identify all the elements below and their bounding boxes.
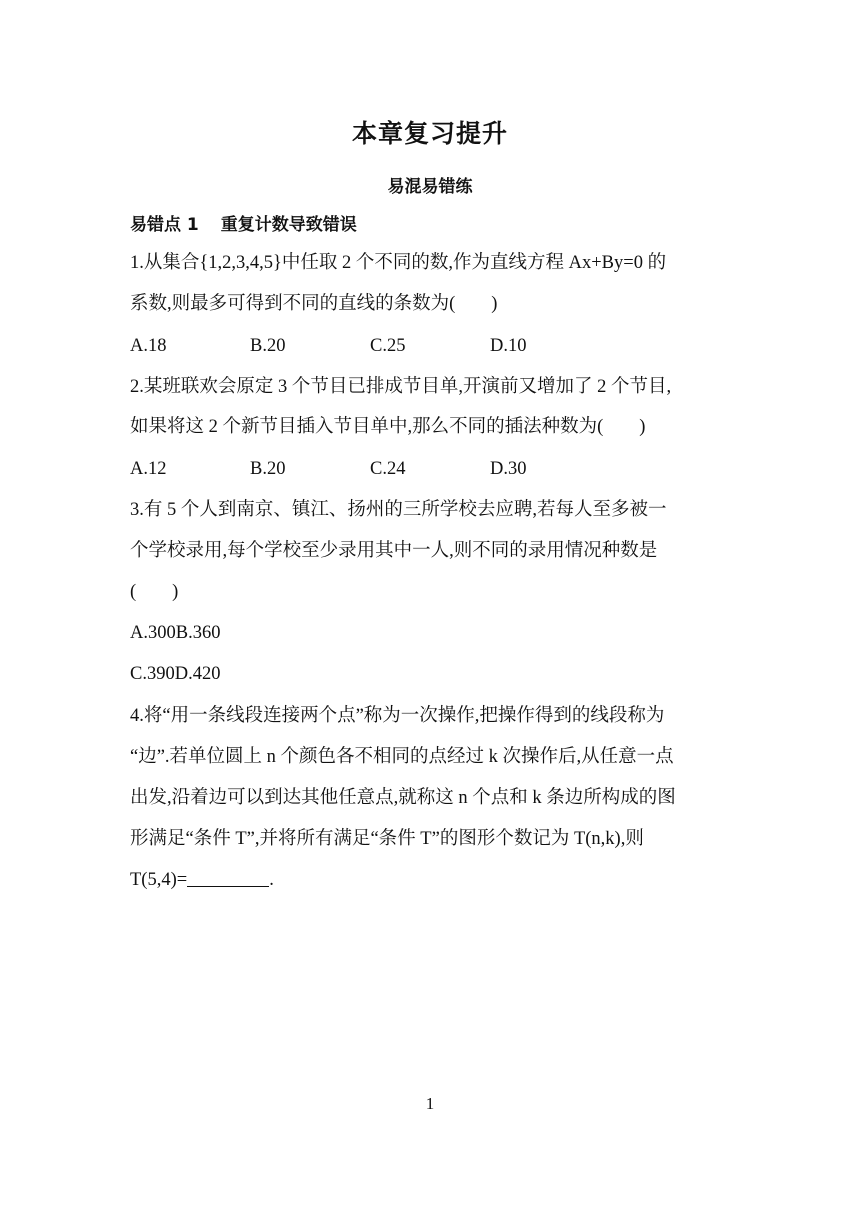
- section-heading: [130, 210, 357, 235]
- section-text: 重复计数导致错误: [220, 215, 357, 235]
- q3-option-b: B.360: [175, 623, 221, 643]
- q2-option-b: B.20: [250, 459, 286, 479]
- q1-line-1: 1.从集合{1,2,3,4,5}中任取 2 个不同的数,作为直线方程 Ax+By=0 的: [130, 253, 667, 273]
- q3-paren-close: ): [172, 582, 179, 602]
- q3-options-row-2: [130, 661, 220, 687]
- q1-stem-end: 系数,则最多可得到不同的直线的条数为(: [130, 294, 456, 314]
- q2-option-a: A.12: [130, 459, 167, 479]
- q2-paren-close: ): [639, 417, 646, 437]
- q2-line-2: [130, 414, 645, 440]
- q3-options-row-1: [130, 620, 220, 646]
- q3-paren-open: (: [130, 582, 137, 602]
- q2-line-1: 2.某班联欢会原定 3 个节目已排成节目单,开演前又增加了 2 个节目,: [130, 377, 672, 397]
- q4-line-3: 出发,沿着边可以到达其他任意点,就称这 n 个点和 k 条边所构成的图: [130, 788, 676, 808]
- q4-line-4: 形满足“条件 T”,并将所有满足“条件 T”的图形个数记为 T(n,k),则: [130, 829, 644, 849]
- page-subtitle: 易混易错练: [387, 177, 473, 197]
- q1-paren-close: ): [491, 294, 498, 314]
- q3-line-1: 3.有 5 个人到南京、镇江、扬州的三所学校去应聘,若每人至多被一: [130, 500, 667, 520]
- q4-line-5: [130, 867, 274, 893]
- q1-option-c: C.25: [370, 336, 406, 356]
- q1-option-b: B.20: [250, 336, 286, 356]
- q2-stem-end: 如果将这 2 个新节目插入节目单中,那么不同的插法种数为(: [130, 417, 604, 437]
- q4-line-1: 4.将“用一条线段连接两个点”称为一次操作,把操作得到的线段称为: [130, 706, 665, 726]
- q3-option-c: C.390: [130, 664, 175, 684]
- q3-line-3: [130, 579, 178, 605]
- q4-answer-prefix: T(5,4)=: [130, 870, 188, 890]
- page-number: 1: [425, 1094, 435, 1113]
- q2-option-d: D.30: [490, 459, 527, 479]
- q4-line-2: “边”.若单位圆上 n 个颜色各不相同的点经过 k 次操作后,从任意一点: [130, 747, 674, 767]
- answer-blank: [187, 868, 269, 887]
- q3-option-a: A.300: [130, 623, 176, 643]
- section-label: 易错点 1: [130, 215, 199, 235]
- q3-line-2: 个学校录用,每个学校至少录用其中一人,则不同的录用情况种数是: [130, 541, 658, 561]
- q3-option-d: D.420: [174, 664, 221, 684]
- q4-period: .: [269, 870, 274, 890]
- q2-option-c: C.24: [370, 459, 406, 479]
- q1-option-a: A.18: [130, 336, 167, 356]
- q1-option-d: D.10: [490, 336, 527, 356]
- page-title: 本章复习提升: [351, 119, 508, 148]
- q1-line-2: [130, 291, 497, 317]
